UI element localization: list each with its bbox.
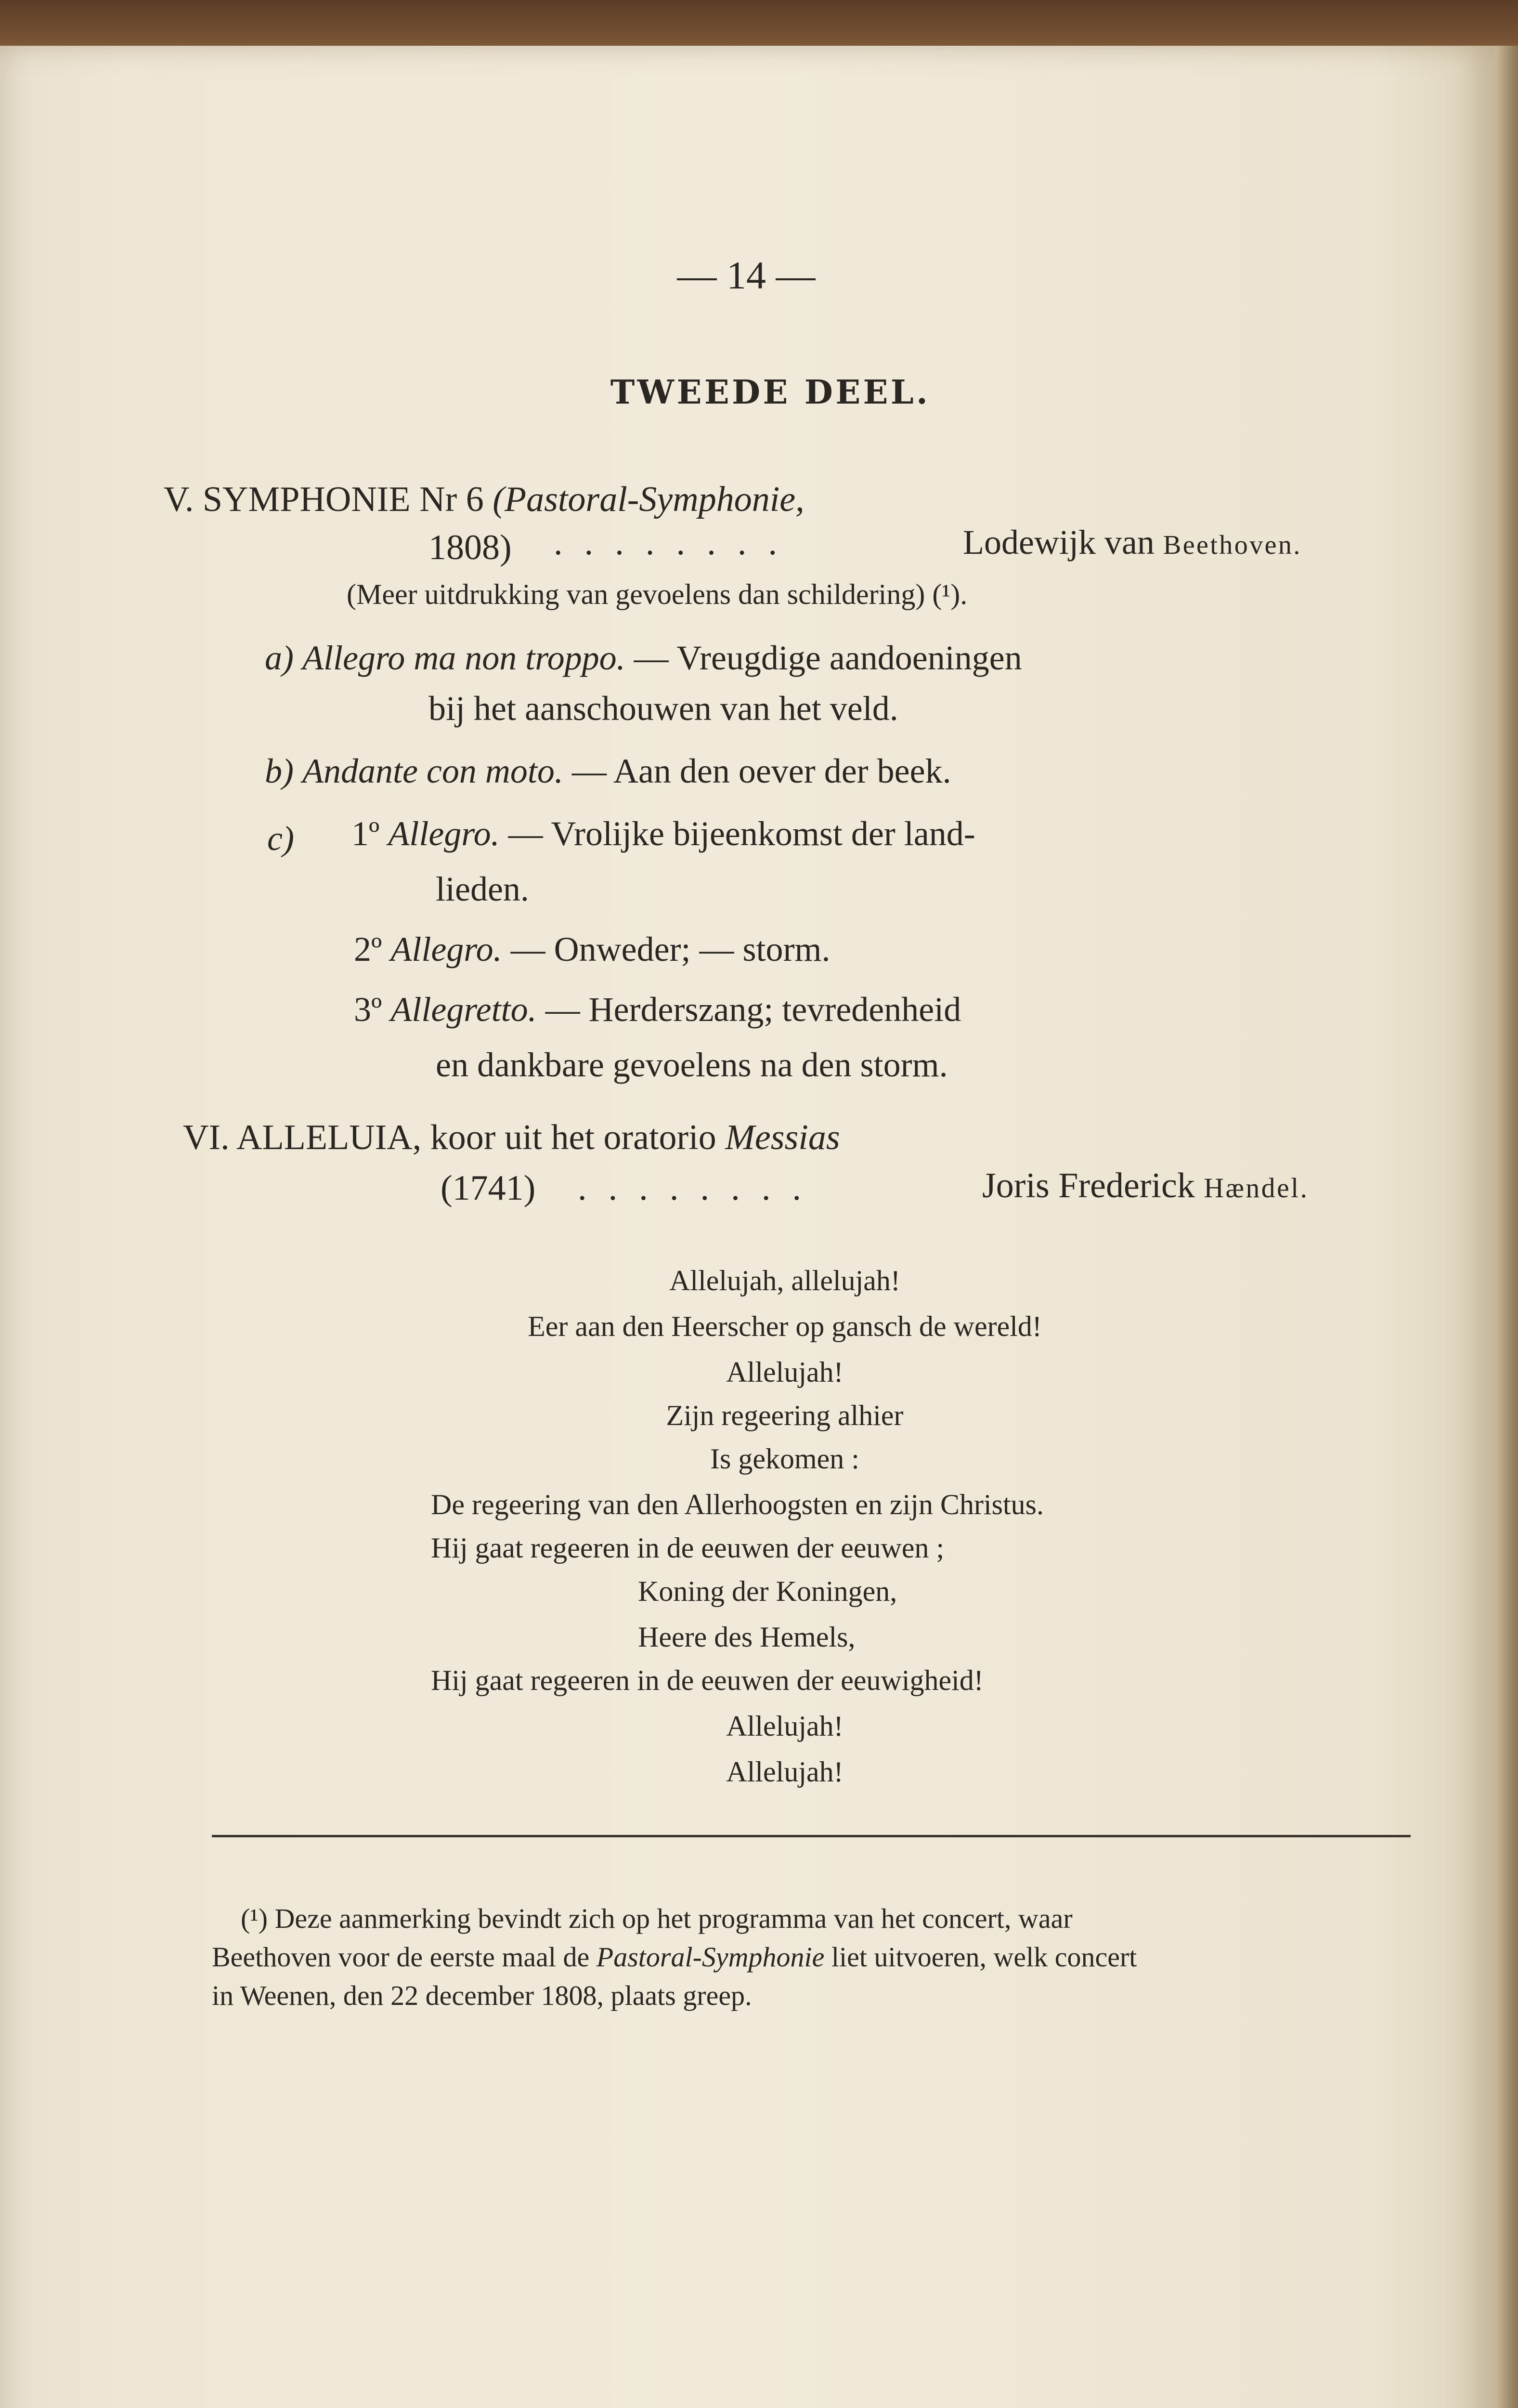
footnote-text-2b: liet uitvoeren, welk concert [831, 1941, 1137, 1973]
movement-a-desc: — Vreugdige aandoeningen [634, 639, 1022, 677]
movement-c1-num: 1º [351, 814, 380, 853]
movement-b-label: b) [265, 752, 294, 790]
item-v-year: 1808) [428, 528, 512, 567]
lyric-line-5: Is gekomen : [710, 1443, 859, 1475]
composer-last: Beethoven. [1163, 530, 1302, 560]
item-v-dots: . . . . . . . . [554, 523, 784, 563]
note-text: (Meer uitdrukking van gevoelens dan schildering) [347, 578, 925, 610]
lyric-line-3: Allelujah! [726, 1356, 843, 1388]
movement-c2-num: 2º [354, 930, 382, 968]
footnote-marker: (¹) [241, 1903, 268, 1934]
lyric-line-9: Heere des Hemels, [638, 1621, 856, 1653]
item-v-subtitle: (Pastoral-Symphonie, [493, 480, 804, 519]
footnote-rule [212, 1835, 1411, 1837]
item-v-number: 6 [466, 480, 484, 519]
item-v-heading [164, 479, 804, 520]
lyric-line-7: Hij gaat regeeren in de eeuwen der eeuwen ; [431, 1532, 945, 1564]
item-v-number-abbr: Nr [419, 480, 457, 519]
lyric-line-1: Allelujah, allelujah! [669, 1265, 900, 1296]
section-title: TWEEDE DEEL. [610, 373, 931, 412]
item-vi-desc: koor uit het oratorio [430, 1118, 716, 1157]
lyric-line-4: Zijn regeering alhier [666, 1400, 904, 1431]
book-edge-right [1495, 46, 1518, 2408]
lyric-line-8: Koning der Koningen, [638, 1575, 897, 1607]
footnote-work: Pastoral-Symphonie [596, 1941, 825, 1973]
footnote-line-1 [241, 1902, 1073, 1935]
movement-c-label: c) [267, 819, 294, 858]
movement-b-tempo: Andante con moto. [302, 752, 563, 790]
movement-c1-desc: — Vrolijke bijeenkomst der land- [508, 814, 975, 853]
movement-c2-desc: — Onweder; — storm. [510, 930, 830, 968]
lyric-line-2: Eer aan den Heerscher op gansch de wereld! [528, 1310, 1042, 1342]
page-number: — 14 — [677, 253, 816, 297]
footnote-text-2a: Beethoven voor de eerste maal de [212, 1941, 590, 1973]
movement-c1 [351, 814, 975, 854]
composer-first: Lodewijk van [963, 523, 1155, 562]
movement-a-desc2: bij het aanschouwen van het veld. [428, 689, 898, 728]
item-v-composer [963, 523, 1302, 563]
composer-first: Joris Frederick [982, 1166, 1195, 1205]
item-vi-year: (1741) [441, 1168, 536, 1208]
item-v-numeral: V. [164, 480, 194, 519]
item-vi-title: ALLELUIA, [236, 1118, 422, 1157]
lyric-line-11: Allelujah! [726, 1710, 843, 1742]
item-vi-composer [982, 1165, 1309, 1206]
item-vi-work: Messias [725, 1118, 840, 1157]
movement-a-label: a) [265, 639, 294, 677]
movement-a-tempo: Allegro ma non troppo. [302, 639, 625, 677]
note-ref: (¹). [932, 578, 968, 610]
lyric-line-6: De regeering van den Allerhoogsten en zijn Christus. [431, 1489, 1044, 1520]
lyric-line-10: Hij gaat regeeren in de eeuwen der eeuwigheid! [431, 1664, 984, 1696]
movement-c1-tempo: Allegro. [388, 814, 500, 853]
footnote-line-3: in Weenen, den 22 december 1808, plaats greep. [212, 1980, 752, 2011]
lyric-line-12: Allelujah! [726, 1756, 843, 1788]
movement-b [265, 751, 951, 791]
footnote-text-1: Deze aanmerking bevindt zich op het programma van het concert, waar [274, 1903, 1073, 1934]
movement-c3-num: 3º [354, 990, 382, 1029]
movement-c3-desc: — Herderszang; tevredenheid [545, 990, 961, 1029]
movement-c3-tempo: Allegretto. [390, 990, 537, 1029]
item-vi-dots: . . . . . . . . [578, 1168, 808, 1208]
item-vi-numeral: VI. [183, 1118, 230, 1157]
movement-c3-desc2: en dankbare gevoelens na den storm. [436, 1046, 948, 1084]
movement-c1-desc2: lieden. [436, 870, 529, 908]
movement-c2 [354, 929, 830, 969]
movement-c2-tempo: Allegro. [390, 930, 502, 968]
item-vi-heading [183, 1117, 840, 1158]
movement-c3 [354, 990, 961, 1030]
composer-last: Hændel. [1204, 1173, 1309, 1204]
footnote-line-2 [212, 1941, 1137, 1973]
movement-b-desc: — Aan den oever der beek. [571, 752, 951, 790]
movement-a [265, 638, 1022, 678]
item-v-title: SYMPHONIE [202, 480, 411, 519]
item-v-note [347, 578, 967, 611]
